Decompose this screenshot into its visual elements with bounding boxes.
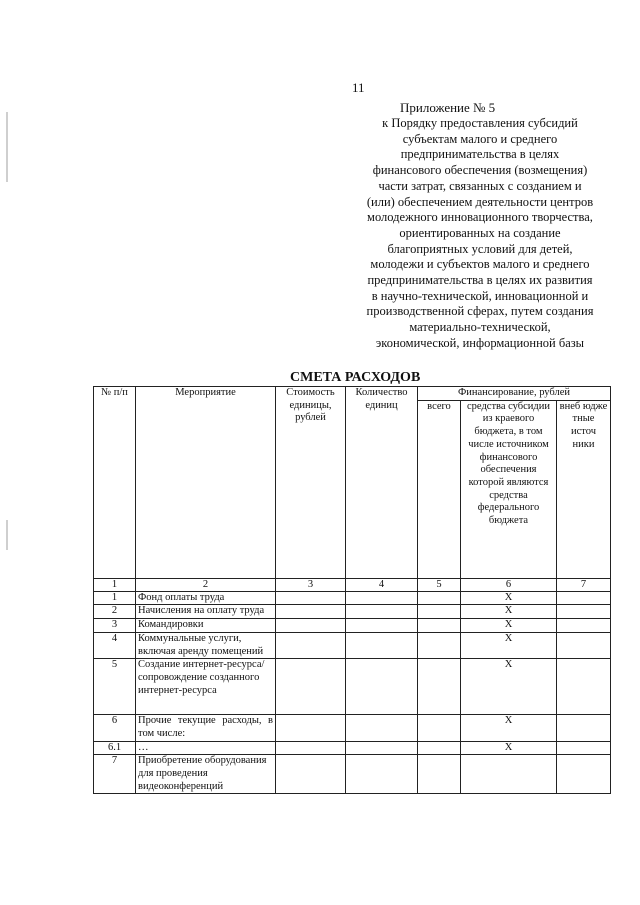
appendix-line: части затрат, связанных с созданием и — [378, 178, 582, 193]
cell — [418, 659, 461, 715]
table-row — [94, 632, 611, 658]
column-number: 3 — [276, 578, 346, 591]
table-header-row — [94, 387, 611, 401]
row-activity: Приобретение оборудования для проведения видеоконференций — [136, 755, 276, 794]
row-num: 6.1 — [94, 741, 136, 755]
cell — [346, 659, 418, 715]
cell — [418, 632, 461, 658]
appendix-description — [330, 116, 630, 352]
cell — [276, 619, 346, 633]
appendix-line: финансового обеспечения (возмещения) — [372, 163, 588, 178]
cell — [276, 632, 346, 658]
header-unit-cost: Стоимость единицы, рублей — [276, 387, 346, 579]
cell — [557, 619, 611, 633]
appendix-line: в научно-технической, инновационной и — [371, 288, 589, 303]
column-number: 1 — [94, 578, 136, 591]
cell — [418, 741, 461, 755]
cell — [418, 605, 461, 619]
row-mark: X — [461, 619, 557, 633]
appendix-line: молодежи и субъектов малого и среднего — [370, 257, 590, 272]
row-mark: X — [461, 591, 557, 605]
cell — [346, 632, 418, 658]
cell — [276, 741, 346, 755]
row-mark: X — [461, 632, 557, 658]
cell — [346, 591, 418, 605]
cell — [346, 715, 418, 741]
row-mark: X — [461, 741, 557, 755]
appendix-line: молодежного инновационного творчества, — [367, 210, 593, 225]
header-activity: Мероприятие — [136, 387, 276, 579]
column-number-row — [94, 578, 611, 591]
row-mark: X — [461, 659, 557, 715]
column-number: 4 — [346, 578, 418, 591]
header-total: всего — [418, 400, 461, 578]
cell — [557, 605, 611, 619]
cell — [557, 715, 611, 741]
table-row — [94, 605, 611, 619]
header-quantity: Количество единиц — [346, 387, 418, 579]
appendix-line: предпринимательства в целях их развития — [367, 273, 593, 288]
row-activity: Коммунальные услуги, включая аренду помещений — [136, 632, 276, 658]
table-row — [94, 741, 611, 755]
cell — [346, 619, 418, 633]
cell — [418, 755, 461, 794]
table-row — [94, 715, 611, 741]
appendix-line: благоприятных условий для детей, — [387, 241, 573, 256]
appendix-title: Приложение № 5 — [400, 100, 496, 115]
cell — [276, 659, 346, 715]
cell — [276, 591, 346, 605]
cell — [346, 755, 418, 794]
row-activity: Прочие текущие расходы, в том числе: — [136, 715, 276, 741]
appendix-line: предпринимательства в целях — [400, 147, 560, 162]
row-activity: Фонд оплаты труда — [136, 591, 276, 605]
appendix-line: экономической, информационной базы — [375, 335, 585, 350]
row-activity: Создание интернет-ресурса/сопровождение созданного интернет-ресурса — [136, 659, 276, 715]
document-title: СМЕТА РАСХОДОВ — [290, 370, 421, 385]
row-num: 1 — [94, 591, 136, 605]
row-num: 2 — [94, 605, 136, 619]
row-activity: Начисления на оплату труда — [136, 605, 276, 619]
row-num: 5 — [94, 659, 136, 715]
appendix-line: производственной сферах, путем создания — [366, 304, 594, 319]
cell — [557, 755, 611, 794]
header-num: № п/п — [94, 387, 136, 579]
cell — [418, 715, 461, 741]
cell — [346, 741, 418, 755]
table-row — [94, 591, 611, 605]
row-mark: X — [461, 715, 557, 741]
cell — [418, 619, 461, 633]
appendix-line: ориентированных на создание — [399, 225, 561, 240]
table-row — [94, 659, 611, 715]
cell — [418, 591, 461, 605]
appendix-line: к Порядку предоставления субсидий — [382, 116, 578, 130]
cell — [276, 605, 346, 619]
scan-margin-mark — [6, 112, 8, 182]
cell — [276, 715, 346, 741]
header-other-sources: внеб юдже тные источ ники — [557, 400, 611, 578]
row-num: 3 — [94, 619, 136, 633]
page-number: 11 — [352, 80, 365, 95]
cell — [346, 605, 418, 619]
column-number: 5 — [418, 578, 461, 591]
row-num: 7 — [94, 755, 136, 794]
header-financing: Финансирование, рублей — [418, 387, 611, 401]
appendix-line: (или) обеспечением деятельности центров — [366, 194, 594, 209]
row-activity: Командировки — [136, 619, 276, 633]
scan-margin-mark — [6, 520, 8, 550]
cell — [557, 741, 611, 755]
appendix-line: субъектам малого и среднего — [402, 131, 558, 146]
column-number: 7 — [557, 578, 611, 591]
cell — [276, 755, 346, 794]
row-num: 4 — [94, 632, 136, 658]
cell — [557, 591, 611, 605]
header-subsidy: средства субсидии из краевого бюджета, в том числе источником финансового обеспечения которой являются средства федерального бюджета — [461, 400, 557, 578]
appendix-line: материально-технической, — [409, 320, 551, 335]
row-mark: X — [461, 605, 557, 619]
row-activity: … — [136, 741, 276, 755]
column-number: 2 — [136, 578, 276, 591]
table-row — [94, 755, 611, 794]
column-number: 6 — [461, 578, 557, 591]
cell — [557, 632, 611, 658]
row-mark — [461, 755, 557, 794]
table-row — [94, 619, 611, 633]
estimate-table — [93, 386, 611, 794]
row-num: 6 — [94, 715, 136, 741]
cell — [557, 659, 611, 715]
